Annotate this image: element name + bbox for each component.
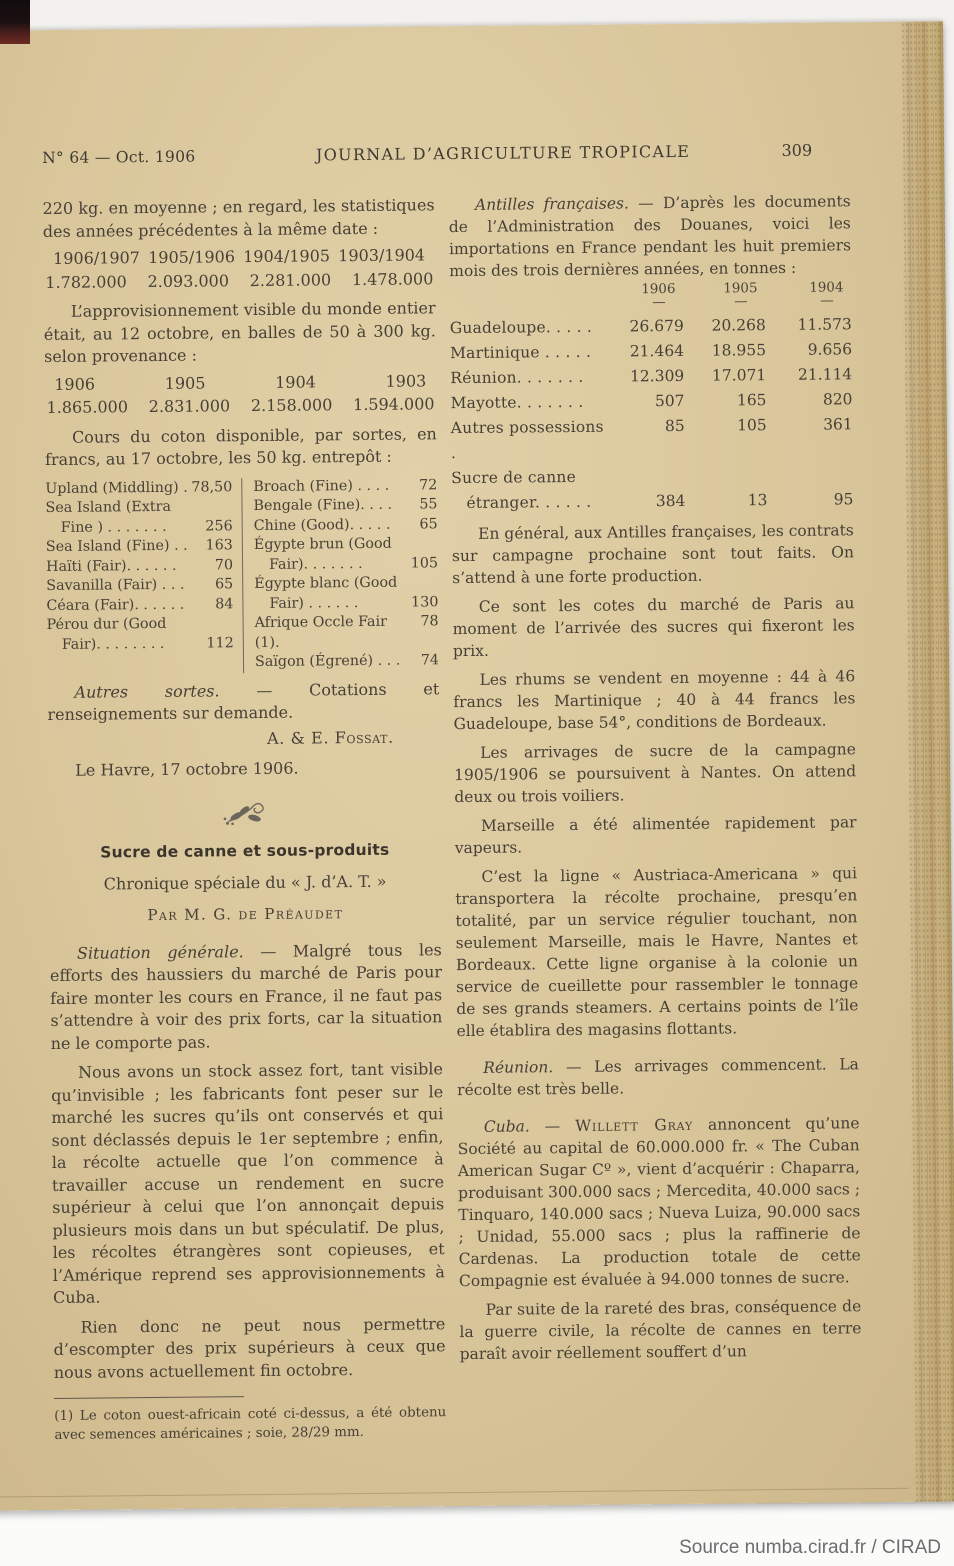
- paragraph-ligne: C’est la ligne « Austriaca-Americana » qui transportera la récolte prochaine, presqu’en totalité, par un service régulier touchant, non seulement Marseille, mais le Havre, Nantes et Bordeaux. Cette ligne organise à la colonie un service de cueillette pour rassembler le tonnage de ses grands steamers. A certains points de l’île elle établira des magasins flottants.: [455, 864, 859, 1041]
- paragraph-cours-coton: Cours du coton disponible, par sortes, en francs, au 17 octobre, les 50 kg. entrepôt :: [44, 423, 437, 470]
- paragraph-cotes: Ce sont les cotes du marché de Paris au moment de l’arrivée des sucres qui fixeront les prix.: [452, 594, 855, 661]
- paragraph-approvisionnement: L’approvisionnement visible du monde entier était, au 12 octobre, en balles de 50 à 300 kg. selon provenance :: [43, 298, 436, 367]
- left-column: [43, 194, 447, 1445]
- section-byline: Par M. G. de Préaudet: [147, 904, 344, 925]
- dateline: Le Havre, 17 octobre 1906.: [75, 758, 299, 780]
- table-row: étranger. . . . . . 384 13 95: [466, 490, 854, 512]
- value-cell: 1.478.000: [351, 268, 434, 289]
- paragraph-rhums: Les rhums se vendent en moyenne : 44 à 46 francs les Martinique ; 40 à 44 francs les Guadeloupe, base 54°, conditions de Bordeaux.: [453, 667, 856, 734]
- year-cell: 1904: [275, 371, 316, 392]
- price-row: Saïgon (Égrené) . . . 74: [254, 652, 440, 671]
- footnote: (1) Le coton ouest-africain coté ci-dessus, a été obtenu avec semences américaines ; soie, 28/29 mm.: [54, 1394, 446, 1445]
- price-row: Sea Island (Extra: [45, 498, 172, 517]
- book-page-stack-edge: [901, 21, 954, 1501]
- paragraph-cuba: Cuba. — Willett Gray annoncent qu’une Société au capital de 60.000.000 fr. « The Cuban American Sugar Cº », vient d’acquérir : Chaparra, produisant 300.000 sacs ; Mercedita, 40.000 sacs ; Tinquaro, 140.000 sacs ; Nueva Luiza, 90.000 sacs ; Unidad, 55.000 sacs ; plus la raffinerie de Cardenas. La production totale de cette Compagnie est évaluée à 94.000 tonnes de sucre.: [457, 1114, 861, 1291]
- binding-clip: [0, 0, 30, 44]
- value-cell: 1.782.000: [45, 271, 127, 292]
- signature: A. & E. Fossat.: [266, 727, 394, 748]
- cotton-price-table: [45, 476, 439, 675]
- year-header: 1904 —: [809, 280, 844, 309]
- value-cell: 1.865.000: [46, 397, 129, 418]
- paragraph-antilles: Antilles françaises. — D’après les documents de l’Administration des Douanes, voici les importations en France pendant les huit premiers mois des trois dernières années, en tonnes :: [448, 192, 852, 281]
- fleuron-ornament-icon: [48, 794, 440, 834]
- price-row: Fair). . . . . . . 105: [268, 554, 439, 573]
- year-cell: 1905/1906: [148, 247, 236, 268]
- value-cell: 2.281.000: [249, 269, 332, 290]
- table-row: Guadeloupe. . . . . 26.679 20.268 11.573: [449, 315, 852, 338]
- paragraph-rien: Rien donc ne peut nous permettre d’escompter des prix supérieurs à ceux que nous avons actuellement fin octobre.: [53, 1313, 446, 1382]
- price-row: Afrique Occle Fair (1). 78: [254, 613, 439, 651]
- paragraph-cotton-intro: 220 kg. en moyenne ; en regard, les statistiques des années précédentes à la même date :: [42, 195, 435, 241]
- footnote-rule: [54, 1396, 244, 1399]
- table-row: Mayotte. . . . . . . 507 165 820: [450, 390, 853, 413]
- table-row: Sucre de canne: [451, 467, 577, 488]
- supply-years: [44, 370, 436, 396]
- paragraph-general: En général, aux Antilles françaises, les contrats sur campagne prochaine sont tout faits. On s’attend à une forte production.: [451, 521, 855, 588]
- journal-title: JOURNAL D’AGRICULTURE TROPICALE: [315, 141, 691, 165]
- page-header: [42, 141, 812, 167]
- source-credit: Source numba.cirad.fr / CIRAD: [679, 1537, 941, 1558]
- page-number: 309: [781, 140, 813, 160]
- paragraph-situation: Situation générale. — Malgré tous les efforts des haussiers du marché de Paris pour faire monter les cours en France, il ne faut pas s’attendre à voir des prix forts, car la situation ne le comporte pas.: [49, 939, 443, 1053]
- issue-number: N° 64 — Oct. 1906: [42, 147, 196, 168]
- cotton-campaign-years: [43, 244, 435, 270]
- right-column: [449, 190, 862, 1365]
- price-row: Bengale (Fine). . . . 55: [253, 496, 438, 515]
- supply-values: [44, 393, 436, 419]
- price-row: Égypte brun (Good: [253, 535, 392, 554]
- year-cell: 1906/1907: [53, 248, 141, 268]
- year-cell: 1905: [164, 372, 206, 393]
- price-row: Fair) . . . . . . 130: [269, 593, 439, 612]
- year-cell: 1903/1904: [338, 245, 426, 266]
- price-row: Broach (Fine) . . . . 72: [253, 476, 438, 495]
- price-row: Savanilla (Fair) . . . 65: [46, 576, 234, 595]
- imports-table-header: [449, 281, 851, 311]
- table-row: Martinique . . . . . 21.464 18.955 9.656: [449, 340, 853, 363]
- paragraph-autres-sortes: Autres sortes. — Cotations et renseignements sur demande.: [47, 678, 440, 725]
- value-cell: 1.594.000: [352, 394, 435, 415]
- cotton-campaign-values: [43, 268, 435, 294]
- year-cell: 1906: [54, 374, 96, 394]
- paragraph-reunion: Réunion. — Les arrivages commencent. La récolte est très belle.: [457, 1055, 859, 1100]
- price-column-right: [241, 476, 439, 673]
- paragraph-marseille: Marseille a été alimentée rapidement par vapeurs.: [454, 813, 857, 858]
- price-column-left: [45, 478, 243, 675]
- price-row: Sea Island (Fine) . . 163: [45, 537, 233, 556]
- year-cell: 1904/1905: [243, 246, 331, 267]
- paragraph-stock: Nous avons un stock assez fort, tant visible qu’invisible ; les fabricants font peser sur le marché les sucres qu’ils ont conservés et qui sont déclassés depuis le 1er septembre ; enfin, la récolte actuelle que l’on commence à travailler accuse un rendement en sucre supérieur à celui que l’on annonçait depuis plusieurs mois dans un but spéculatif. De plus, les récoltes étrangères sont copieuses, et l’Amérique reprend ses approvisionnements à Cuba.: [51, 1059, 445, 1307]
- value-cell: 2.158.000: [250, 395, 333, 416]
- price-row: Égypte blanc (Good: [254, 574, 398, 593]
- price-row: Pérou dur (Good: [46, 615, 167, 634]
- price-row: Céara (Fair). . . . . . 84: [46, 595, 234, 614]
- table-row: Autres possessions . 85 105 361: [450, 415, 853, 463]
- paragraph-bras: Par suite de la rareté des bras, conséquence de la guerre civile, la récolte de cannes en terre paraît avoir réellement souffert d’un: [459, 1297, 862, 1364]
- year-cell: 1903: [385, 370, 427, 391]
- value-cell: 2.831.000: [148, 396, 231, 417]
- journal-page-scan: [0, 21, 954, 1510]
- price-row: Haïti (Fair). . . . . . 70: [45, 556, 234, 575]
- value-cell: 2.093.000: [147, 270, 230, 291]
- price-row: Fair). . . . . . . . 112: [61, 634, 234, 653]
- year-header: 1906 —: [641, 281, 676, 311]
- section-heading: Sucre de canne et sous-produits: [100, 840, 390, 862]
- price-row: Chine (Good). . . . . 65: [253, 515, 438, 534]
- year-header: 1905 —: [723, 281, 758, 310]
- imports-table: [449, 281, 853, 516]
- paragraph-arrivages: Les arrivages de sucre de la campagne 1905/1906 se poursuivent à Nantes. On attend deux ou trois voiliers.: [454, 740, 857, 807]
- price-row: Fine ) . . . . . . . 256: [60, 517, 233, 536]
- table-row: Réunion. . . . . . . 12.309 17.071 21.114: [450, 365, 853, 388]
- section-subheading: Chronique spéciale du « J. d’A. T. »: [103, 871, 387, 893]
- price-row: Upland (Middling) . 78,50: [45, 478, 233, 497]
